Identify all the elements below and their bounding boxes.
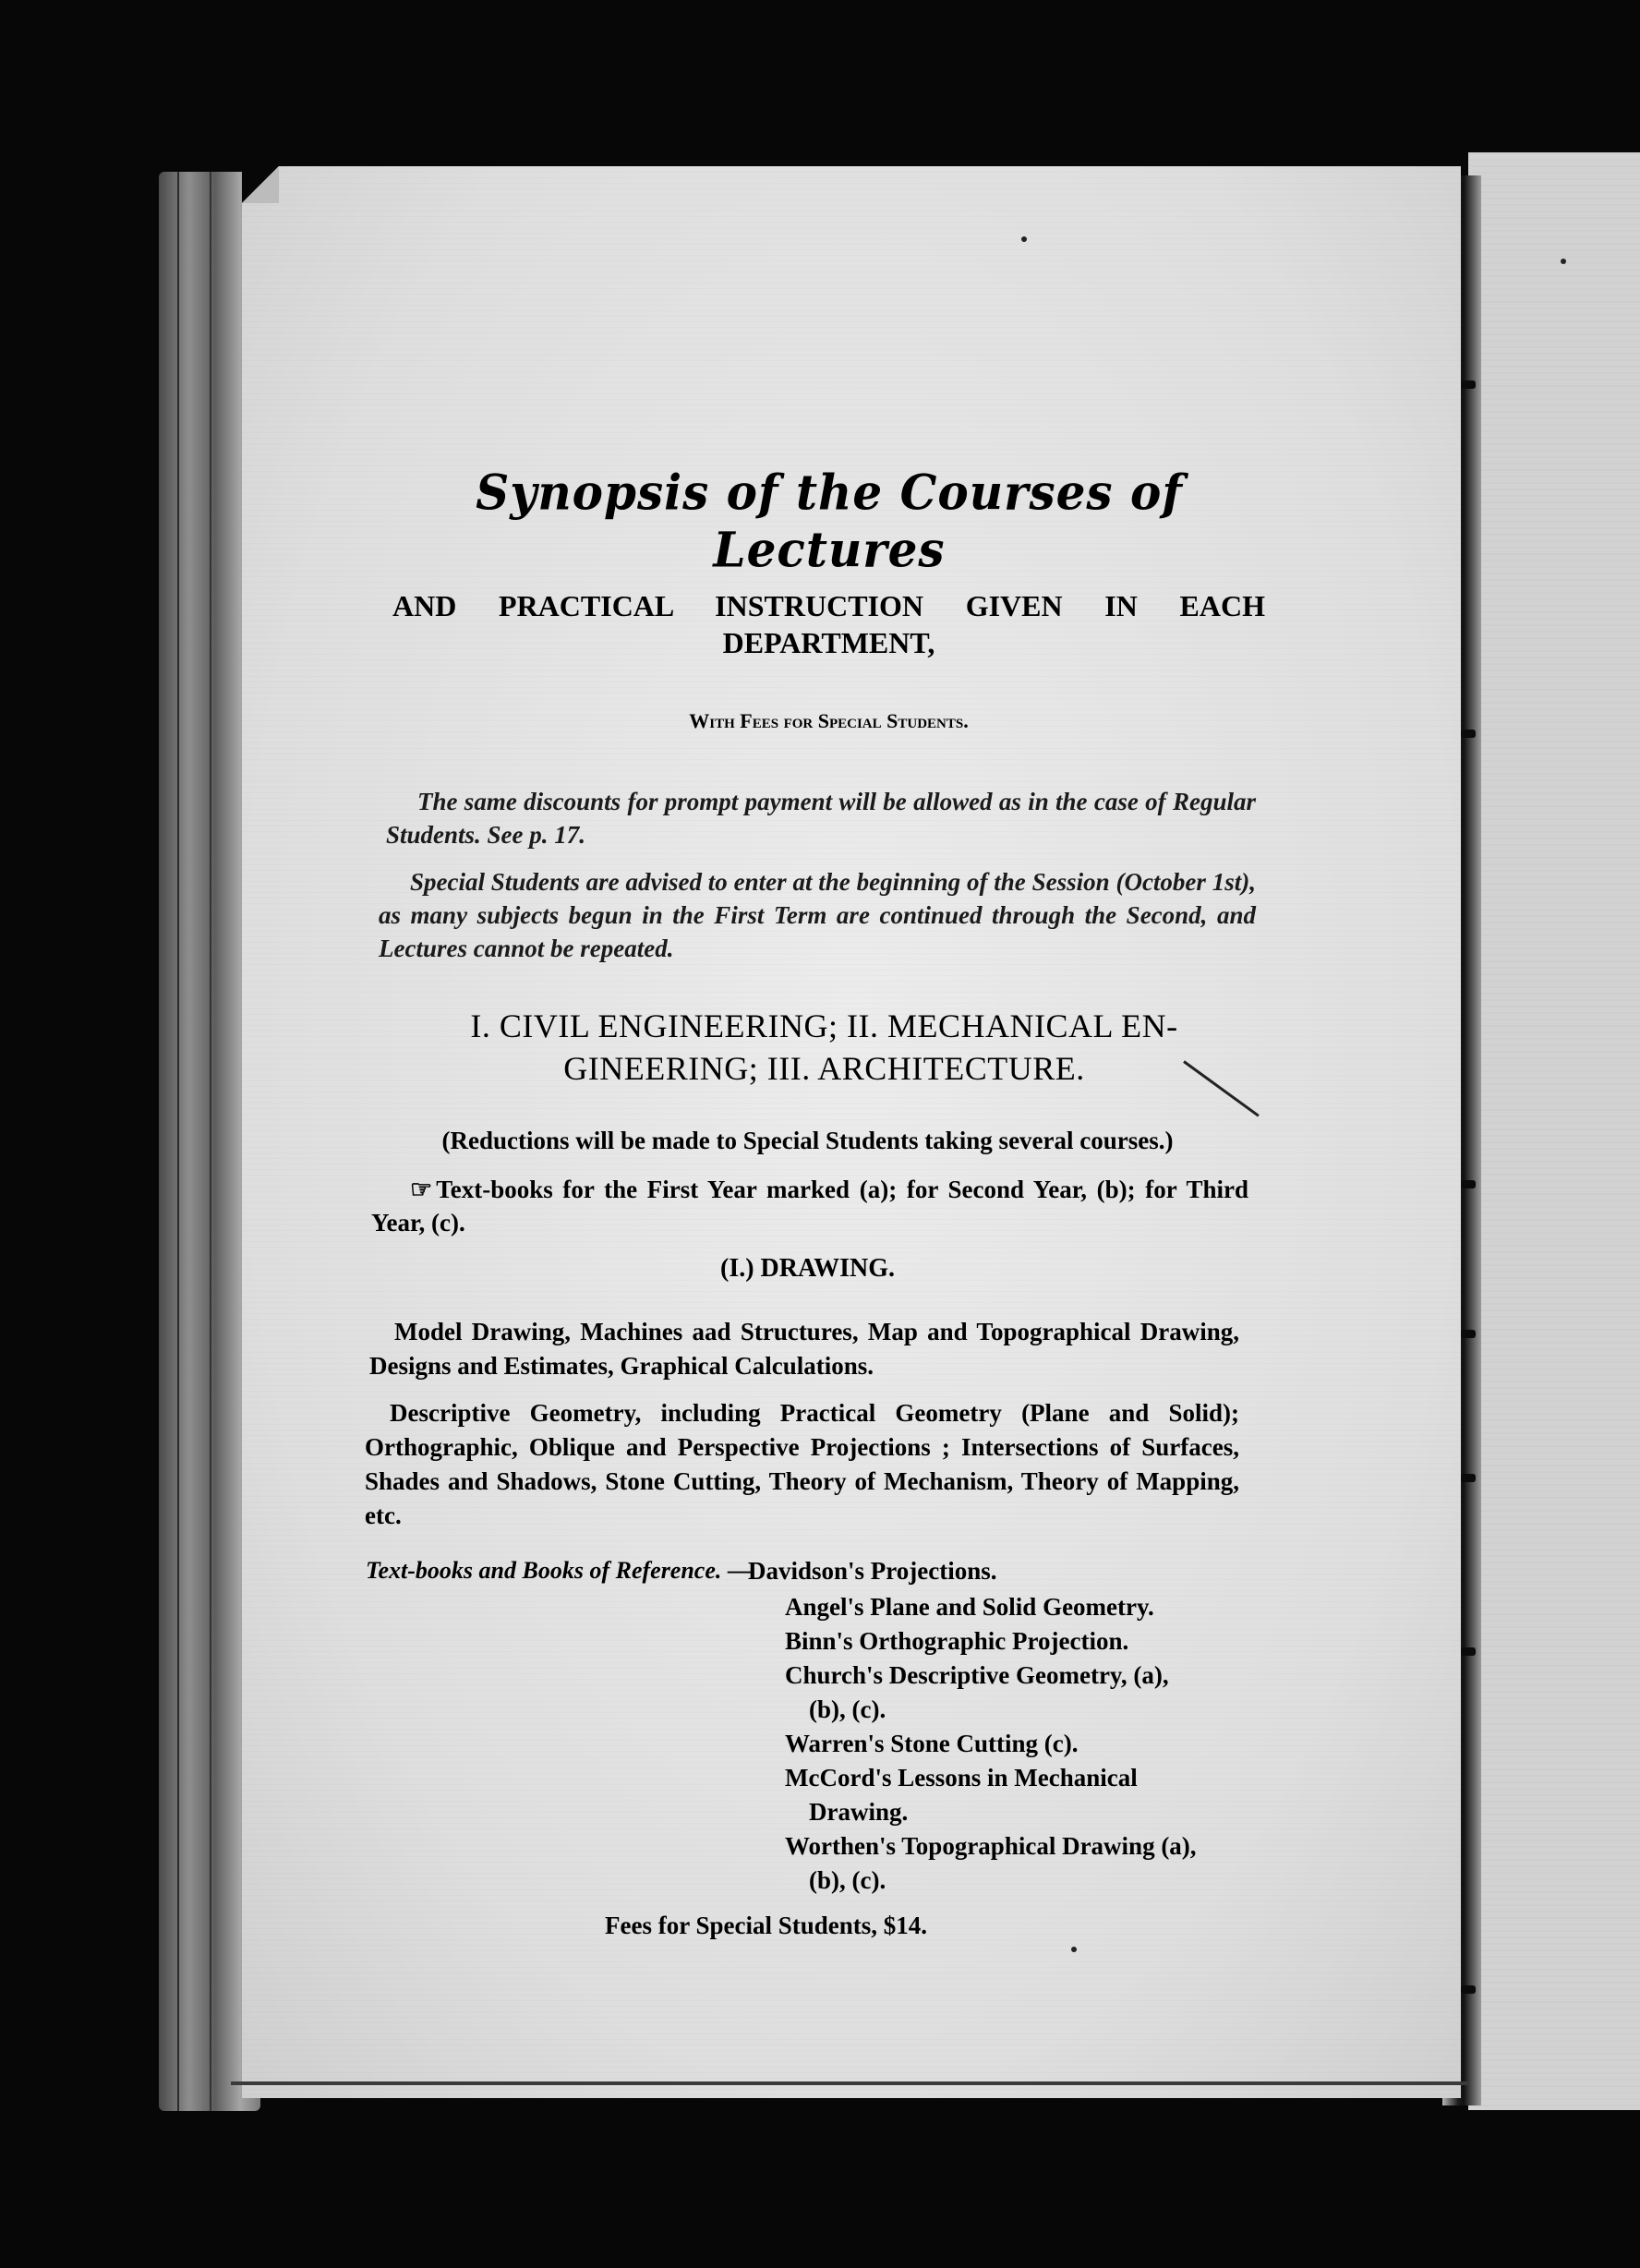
reference-item xyxy=(785,1727,1237,1761)
binding-stitch xyxy=(1461,730,1476,738)
paper-speck xyxy=(1561,259,1566,264)
binding-stitch xyxy=(1461,380,1476,389)
binding-stitch xyxy=(1461,1330,1476,1338)
reductions-note: (Reductions will be made to Special Students taking several courses.) xyxy=(441,1127,1174,1154)
discounts-paragraph: The same discounts for prompt payment will be allowed as in the case of Regular Students. See p. 17. xyxy=(386,788,1256,849)
reference-item: Davidson's Projections. xyxy=(748,1557,997,1585)
reference-item xyxy=(785,1659,1237,1727)
page-bottom-edge xyxy=(231,2081,1468,2085)
reference-continuation: (b), (c). xyxy=(809,1695,886,1723)
binding-stitch xyxy=(1461,1474,1476,1482)
reference-item xyxy=(785,1590,1237,1624)
binding-stitch xyxy=(1461,1180,1476,1188)
final-fee-line: Fees for Special Students, $14. xyxy=(605,1912,927,1939)
reference-text: Angel's Plane and Solid Geometry. xyxy=(785,1593,1154,1621)
page-subtitle xyxy=(392,587,1265,661)
reference-text: Church's Descriptive Geometry, (a), xyxy=(785,1661,1169,1689)
reference-text: Warren's Stone Cutting (c). xyxy=(785,1730,1079,1757)
subtitle-line-2: DEPARTMENT, xyxy=(722,626,935,659)
reference-item xyxy=(785,1761,1237,1829)
reference-text: Worthen's Topographical Drawing (a), xyxy=(785,1832,1197,1860)
binding-stitch xyxy=(1461,1647,1476,1656)
advice-paragraph: Special Students are advised to enter at the beginning of the Session (October 1st), as many subjects begun in the First Term are continued through the Second, and Lectures cannot be repeated. xyxy=(379,868,1256,962)
fees-heading: With Fees for Special Students. xyxy=(689,709,969,732)
reference-list xyxy=(785,1590,1237,1898)
page-corner-fold xyxy=(242,166,279,203)
reference-item xyxy=(785,1829,1237,1898)
subtitle-line-1: AND PRACTICAL INSTRUCTION GIVEN IN EACH xyxy=(392,589,1265,622)
textbooks-note-text: Text-books for the First Year marked (a); for Second Year, (b); for Third Year, (c). xyxy=(371,1176,1248,1237)
reference-text: Binn's Orthographic Projection. xyxy=(785,1627,1129,1655)
references-label-text: Text-books and Books of Reference. xyxy=(366,1557,722,1584)
drawing-paragraph-1: Model Drawing, Machines aad Structures, Map and Topographical Drawing, Designs and Estimates, Graphical Calculations. xyxy=(369,1318,1239,1380)
drawing-paragraph-2: Descriptive Geometry, including Practical Geometry (Plane and Solid); Orthographic, Oblique and Perspective Projections ; Intersections of Surfaces, Shades and Shadows, Stone Cutting, Theory of Mechanism, Theory of Mapping, etc. xyxy=(365,1399,1239,1529)
department-heading xyxy=(388,1005,1260,1090)
reference-item xyxy=(785,1624,1237,1659)
drawing-heading: (I.) DRAWING. xyxy=(720,1254,895,1283)
paper-speck xyxy=(1021,236,1027,242)
reference-text: McCord's Lessons in Mechanical xyxy=(785,1764,1138,1791)
department-heading-line-1: I. CIVIL ENGINEERING; II. MECHANICAL EN- xyxy=(470,1007,1178,1044)
references-dash: — xyxy=(721,1557,752,1584)
department-heading-line-2: GINEERING; III. ARCHITECTURE. xyxy=(563,1050,1085,1087)
pointing-hand-icon: ☞ xyxy=(410,1176,433,1203)
reference-continuation: (b), (c). xyxy=(809,1866,886,1894)
binding-stitch xyxy=(1461,1985,1476,1994)
facing-page xyxy=(1468,152,1640,2110)
page-title: Synopsis of the Courses of Lectures xyxy=(476,464,1183,578)
references-label xyxy=(366,1557,752,1585)
textbooks-note xyxy=(371,1173,1248,1239)
reference-continuation: Drawing. xyxy=(809,1798,909,1826)
paper-speck xyxy=(1071,1947,1077,1952)
